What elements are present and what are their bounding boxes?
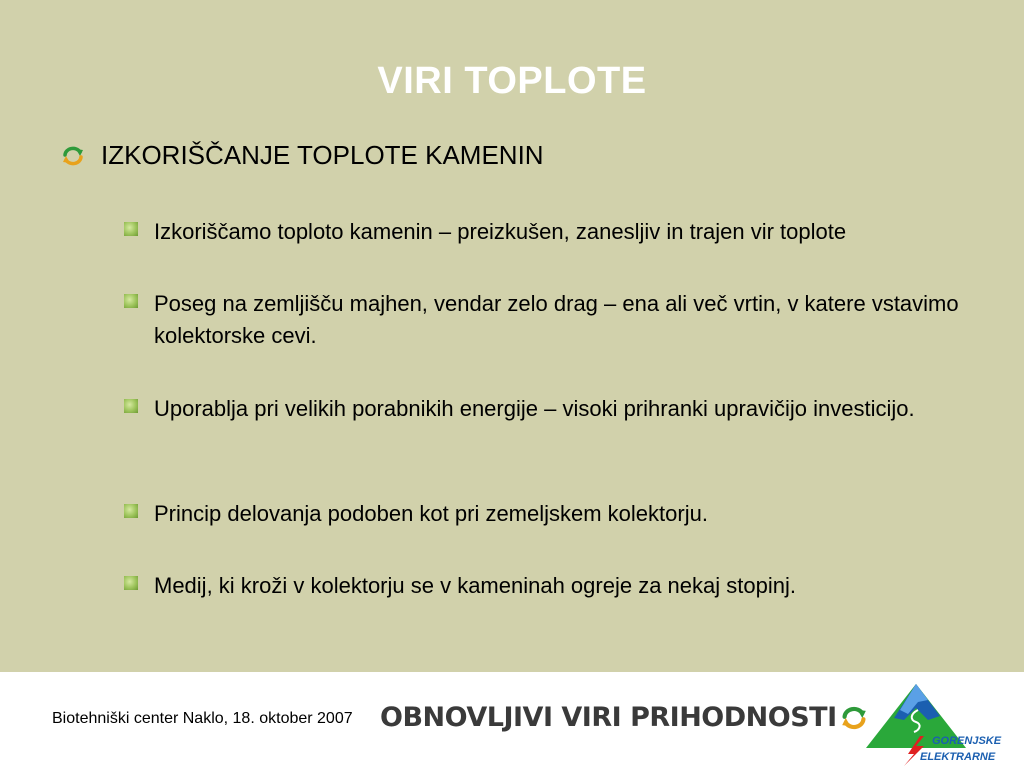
list-item-text: Poseg na zemljišču majhen, vendar zelo drag – ena ali več vrtin, v katere vstavimo kolektorske cevi. [154, 291, 959, 348]
green-square-icon [124, 222, 138, 236]
logo-line1: GORENJSKE [932, 735, 1002, 747]
list-item [124, 393, 994, 425]
gorenjske-elektrarne-logo [858, 680, 1014, 766]
main-bullet-text: IZKORIŠČANJE TOPLOTE KAMENIN [101, 140, 544, 170]
slide-title: VIRI TOPLOTE [377, 60, 647, 102]
brand-logo [380, 702, 867, 733]
main-bullet [62, 140, 544, 171]
list-item [124, 288, 994, 352]
recycle-arrows-icon [62, 146, 84, 166]
list-item-text: Uporablja pri velikih porabnikih energije – visoki prihranki upravičijo investicijo. [154, 396, 915, 421]
list-item [124, 570, 994, 602]
list-item-text: Medij, ki kroži v kolektorju se v kameninah ogreje za nekaj stopinj. [154, 573, 796, 598]
green-square-icon [124, 576, 138, 590]
brand-text: OBNOVLJIVI VIRI PRIHODNOSTI [380, 702, 837, 733]
footer [0, 672, 1024, 768]
footer-text: Biotehniški center Naklo, 18. oktober 2007 [52, 710, 353, 727]
green-square-icon [124, 504, 138, 518]
list-item [124, 216, 994, 248]
list-item-text: Izkoriščamo toploto kamenin – preizkušen, zanesljiv in trajen vir toplote [154, 219, 847, 244]
list-item [124, 498, 994, 530]
green-square-icon [124, 399, 138, 413]
green-square-icon [124, 294, 138, 308]
list-item-text: Princip delovanja podoben kot pri zemeljskem kolektorju. [154, 501, 708, 526]
logo-line2: ELEKTRARNE [920, 751, 996, 763]
